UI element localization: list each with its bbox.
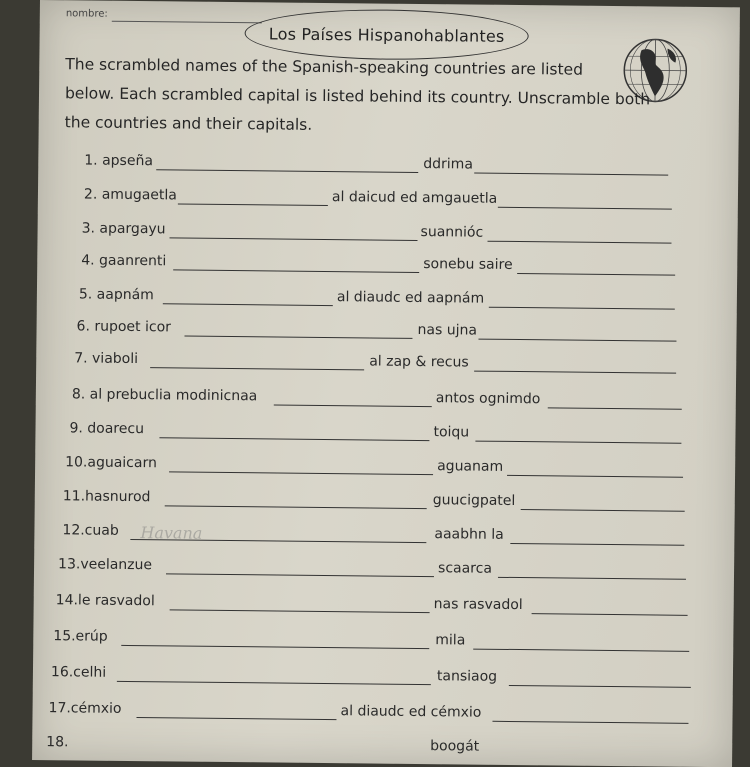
country-answer-line[interactable] bbox=[173, 269, 419, 273]
question-row bbox=[34, 556, 674, 587]
country-scrambled: 3. apargayu bbox=[81, 220, 166, 238]
instructions bbox=[65, 50, 691, 144]
question-row bbox=[36, 350, 676, 381]
country-scrambled: 13.veelanzue bbox=[58, 556, 153, 574]
country-scrambled: 7. viaboli bbox=[74, 350, 139, 368]
question-row bbox=[37, 220, 677, 251]
capital-scrambled: nas rasvadol bbox=[433, 596, 523, 614]
capital-answer-line[interactable] bbox=[548, 407, 682, 409]
capital-answer-line[interactable] bbox=[507, 475, 683, 478]
question-row bbox=[32, 700, 672, 731]
question-row bbox=[34, 592, 674, 623]
country-answer-line[interactable] bbox=[170, 609, 430, 613]
question-row bbox=[33, 628, 673, 659]
country-scrambled: 15.erúp bbox=[53, 628, 108, 645]
nombre-line bbox=[112, 21, 262, 24]
country-scrambled: 16.celhi bbox=[50, 664, 107, 681]
question-row bbox=[36, 386, 676, 417]
question-row bbox=[33, 664, 673, 695]
country-answer-line[interactable] bbox=[178, 203, 328, 206]
question-row bbox=[37, 286, 677, 317]
capital-scrambled: al diaudc ed aapnám bbox=[336, 289, 485, 307]
country-scrambled: 6. rupoet icor bbox=[76, 318, 172, 336]
country-answer-line[interactable] bbox=[156, 169, 418, 173]
country-scrambled: 11.hasnurod bbox=[62, 488, 151, 506]
capital-scrambled: guucigpatel bbox=[432, 492, 516, 510]
capital-scrambled: tansiaog bbox=[436, 668, 498, 685]
worksheet bbox=[32, 0, 740, 767]
country-scrambled: 12.cuab bbox=[62, 522, 119, 539]
page-title: Los Países Hispanohablantes bbox=[268, 23, 505, 46]
capital-scrambled: al zap & recus bbox=[369, 353, 469, 371]
capital-scrambled: al daicud ed amgauetla bbox=[331, 189, 498, 207]
country-scrambled: 1. apseña bbox=[84, 152, 154, 170]
question-row bbox=[35, 454, 675, 485]
capital-scrambled: al diaudc ed cémxio bbox=[340, 703, 482, 721]
capital-answer-line[interactable] bbox=[492, 721, 688, 724]
capital-scrambled: mila bbox=[435, 632, 466, 649]
country-answer-line[interactable] bbox=[170, 237, 418, 241]
instructions-line: the countries and their capitals. bbox=[64, 113, 313, 134]
capital-answer-line[interactable] bbox=[498, 207, 672, 210]
country-answer-line[interactable] bbox=[163, 303, 333, 306]
question-row bbox=[36, 318, 676, 349]
question-row bbox=[38, 152, 678, 183]
capital-answer-line[interactable] bbox=[487, 241, 671, 244]
capital-answer-line[interactable] bbox=[510, 543, 684, 546]
capital-scrambled: sonebu saire bbox=[423, 256, 513, 273]
country-scrambled: 9. doarecu bbox=[69, 420, 145, 438]
capital-answer-line[interactable] bbox=[474, 371, 676, 374]
instructions-line: below. Each scrambled capital is listed behind its country. Unscramble both bbox=[64, 84, 651, 109]
question-row bbox=[35, 420, 675, 451]
capital-scrambled: ddrima bbox=[423, 156, 474, 173]
country-answer-line[interactable] bbox=[150, 367, 364, 370]
capital-scrambled: antos ognimdo bbox=[435, 390, 541, 408]
capital-answer-line[interactable] bbox=[489, 307, 675, 310]
capital-answer-line[interactable] bbox=[473, 649, 689, 652]
country-answer-line[interactable] bbox=[274, 404, 432, 407]
country-answer-line[interactable] bbox=[169, 471, 433, 475]
country-scrambled: 5. aapnám bbox=[78, 286, 154, 304]
capital-answer-line[interactable] bbox=[478, 339, 676, 342]
country-scrambled: 10.aguaicarn bbox=[65, 454, 157, 472]
pencil-answer: Havana bbox=[140, 523, 203, 543]
capital-scrambled: nas ujna bbox=[417, 321, 478, 339]
question-row bbox=[38, 186, 678, 217]
country-scrambled: 2. amugaetla bbox=[83, 186, 177, 204]
capital-answer-line[interactable] bbox=[474, 173, 668, 176]
nombre-label: nombre: bbox=[65, 8, 108, 20]
capital-answer-line[interactable] bbox=[475, 441, 681, 444]
country-answer-line[interactable] bbox=[117, 681, 431, 685]
country-scrambled: 18. bbox=[46, 734, 69, 751]
capital-scrambled: aguanam bbox=[437, 458, 504, 475]
capital-answer-line[interactable] bbox=[498, 577, 686, 580]
country-answer-line[interactable] bbox=[166, 573, 434, 577]
capital-scrambled: toiqu bbox=[433, 424, 470, 441]
country-answer-line[interactable] bbox=[159, 437, 429, 441]
capital-answer-line[interactable] bbox=[517, 273, 675, 276]
country-scrambled: 4. gaanrenti bbox=[81, 252, 167, 270]
country-answer-line[interactable] bbox=[121, 645, 429, 649]
question-row bbox=[37, 252, 677, 283]
country-scrambled: 14.le rasvadol bbox=[55, 592, 155, 610]
capital-answer-line[interactable] bbox=[521, 509, 685, 512]
country-answer-line[interactable] bbox=[136, 717, 336, 720]
capital-answer-line[interactable] bbox=[532, 613, 688, 616]
country-answer-line[interactable] bbox=[184, 336, 412, 339]
question-row bbox=[34, 522, 674, 553]
capital-scrambled: suannióc bbox=[420, 223, 484, 241]
capital-answer-line[interactable] bbox=[509, 685, 691, 688]
capital-scrambled: boogát bbox=[430, 738, 480, 755]
capital-scrambled: aaabhn la bbox=[434, 526, 504, 543]
capital-scrambled: scaarca bbox=[437, 560, 493, 577]
question-row bbox=[35, 488, 675, 519]
country-scrambled: 8. al prebuclia modinicnaa bbox=[71, 386, 258, 405]
instructions-line: The scrambled names of the Spanish-speaking countries are listed bbox=[65, 55, 584, 79]
country-scrambled: 17.cémxio bbox=[48, 700, 122, 717]
question-row bbox=[32, 734, 672, 765]
country-answer-line[interactable] bbox=[165, 505, 427, 509]
